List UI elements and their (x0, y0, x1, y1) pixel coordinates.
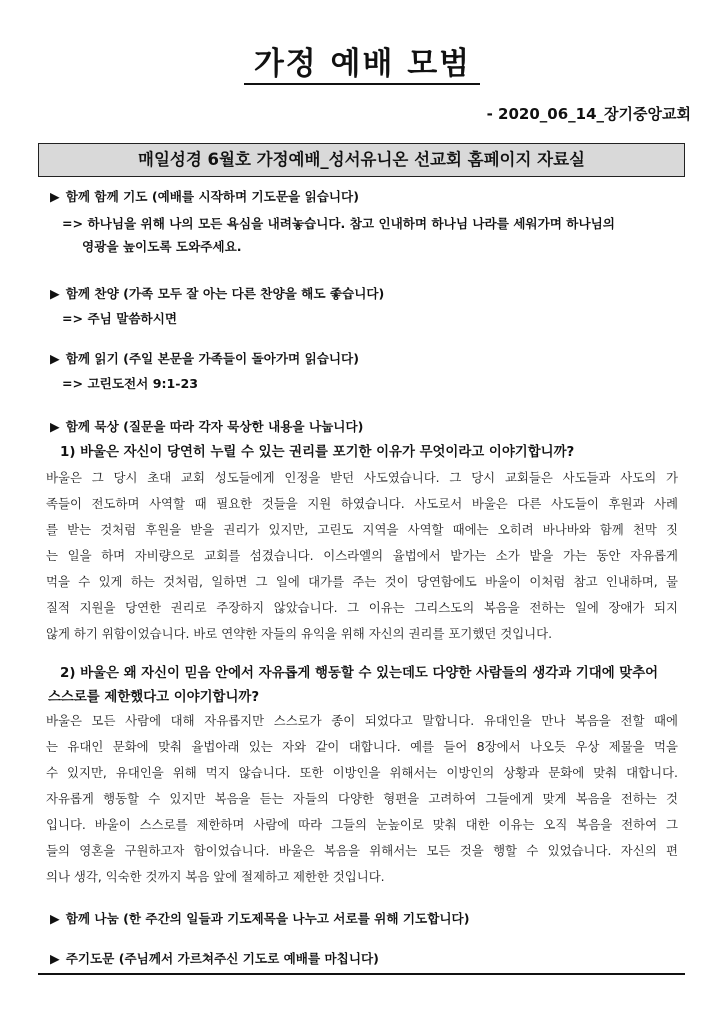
answer-2-line: 입니다. 바울이 스스로를 제한하며 사람에 따라 그들의 눈높이로 맞춰 대한 이유는 오직 복음을 전하여 그 (46, 817, 678, 832)
question-2-line-2: 스스로를 제한했다고 이야기합니까? (48, 690, 260, 705)
triangle-bullet-icon: ▶ (50, 419, 60, 434)
answer-2-line: 의나 생각, 익숙한 것까지 복음 앞에 절제하고 제한한 것입니다. (46, 869, 385, 884)
triangle-bullet-icon: ▶ (50, 911, 60, 926)
page-title: 가정 예배 모범 (253, 46, 472, 82)
answer-1-line: 를 받는 것처럼 후원을 받을 권리가 있지만, 고린도 지역을 사역할 때에는 오히려 바나바와 함께 천막 짓 (46, 522, 678, 537)
section-praise-heading: ▶ 함께 찬양 (가족 모두 잘 아는 다른 찬양을 해도 좋습니다) (50, 286, 385, 301)
dateline: - 2020_06_14_장기중앙교회 (486, 105, 691, 123)
triangle-bullet-icon: ▶ (50, 351, 60, 366)
answer-2-line: 바울은 모든 사람에 대해 자유롭지만 스스로가 종이 되었다고 말합니다. 유대인을 만나 복음을 전할 때에 (46, 713, 678, 728)
prayer-text-line-2: 영광을 높이도록 도와주세요. (82, 239, 242, 254)
triangle-bullet-icon: ▶ (50, 951, 60, 966)
answer-2-line: 자유롭게 행동할 수 있지만 복음을 듣는 자들의 다양한 형편을 고려하여 그들에게 맞게 복음을 전하는 것 (46, 791, 678, 806)
answer-1-line: 족들이 전도하며 사역할 때 필요한 것들을 지원 하였습니다. 사도로서 바울은 다른 사도들이 후원과 사례 (46, 496, 678, 511)
section-reading-heading: ▶ 함께 읽기 (주일 본문을 가족들이 돌아가며 읽습니다) (50, 351, 359, 366)
question-1: 1) 바울은 자신이 당연히 누릴 수 있는 권리를 포기한 이유가 무엇이라고 이야기합니까? (60, 445, 575, 460)
answer-2-line: 수 있지만, 유대인을 위해 먹지 않습니다. 또한 이방인을 위해서는 이방인의 상황과 문화에 맞춰 대합니다. (46, 765, 678, 780)
answer-1-line: 않게 하기 위함이었습니다. 바로 연약한 자들의 유익을 위해 자신의 권리를 포기했던 것입니다. (46, 626, 553, 641)
question-2-line-1: 2) 바울은 왜 자신이 믿음 안에서 자유롭게 행동할 수 있는데도 다양한 사람들의 생각과 기대에 맞추어 (60, 666, 659, 681)
triangle-bullet-icon: ▶ (50, 189, 60, 204)
section-sharing-heading: ▶ 함께 나눔 (한 주간의 일들과 기도제목을 나누고 서로를 위해 기도합니다) (50, 911, 470, 926)
praise-song: => 주님 말씀하시면 (62, 311, 178, 326)
section-closing-heading: ▶ 주기도문 (주님께서 가르쳐주신 기도로 예배를 마칩니다) (50, 951, 379, 966)
reading-passage: => 고린도전서 9:1-23 (62, 376, 199, 391)
answer-2-line: 는 유대인 문화에 맞춰 율법아래 있는 자와 같이 대합니다. 예를 들어 8장에서 나오듯 우상 제물을 먹을 (46, 739, 678, 754)
section-meditation-heading: ▶ 함께 묵상 (질문을 따라 각자 묵상한 내용을 나눕니다) (50, 419, 364, 434)
bottom-rule (38, 973, 685, 975)
title-underline (244, 83, 480, 85)
section-prayer-heading: ▶ 함께 함께 기도 (예배를 시작하며 기도문을 읽습니다) (50, 189, 359, 204)
triangle-bullet-icon: ▶ (50, 286, 60, 301)
source-banner: 매일성경 6월호 가정예배_성서유니온 선교회 홈페이지 자료실 (38, 143, 685, 177)
answer-1-line: 는 일을 하며 자비량으로 교회를 섬겼습니다. 이스라엘의 율법에서 밭가는 소가 밭을 가는 동안 자유롭게 (46, 548, 678, 563)
answer-2-line: 들의 영혼을 구원하고자 함이었습니다. 바울은 복음을 위해서는 모든 것을 행할 수 있었습니다. 자신의 편 (46, 843, 678, 858)
answer-1-line: 질적 지원을 당연한 권리로 주장하지 않았습니다. 그 이유는 그리스도의 복음을 전하는 일에 장애가 되지 (46, 600, 678, 615)
answer-1-line: 바울은 그 당시 초대 교회 성도들에게 인정을 받던 사도였습니다. 그 당시 교회들은 사도들과 사도의 가 (46, 470, 678, 485)
prayer-text-line-1: => 하나님을 위해 나의 모든 욕심을 내려놓습니다. 참고 인내하며 하나님 나라를 세워가며 하나님의 (62, 216, 615, 231)
answer-1-line: 먹을 수 있게 하는 것처럼, 일하면 그 일에 대가를 주는 것이 당연함에도 바울이 이처럼 참고 인내하며, 물 (46, 574, 678, 589)
